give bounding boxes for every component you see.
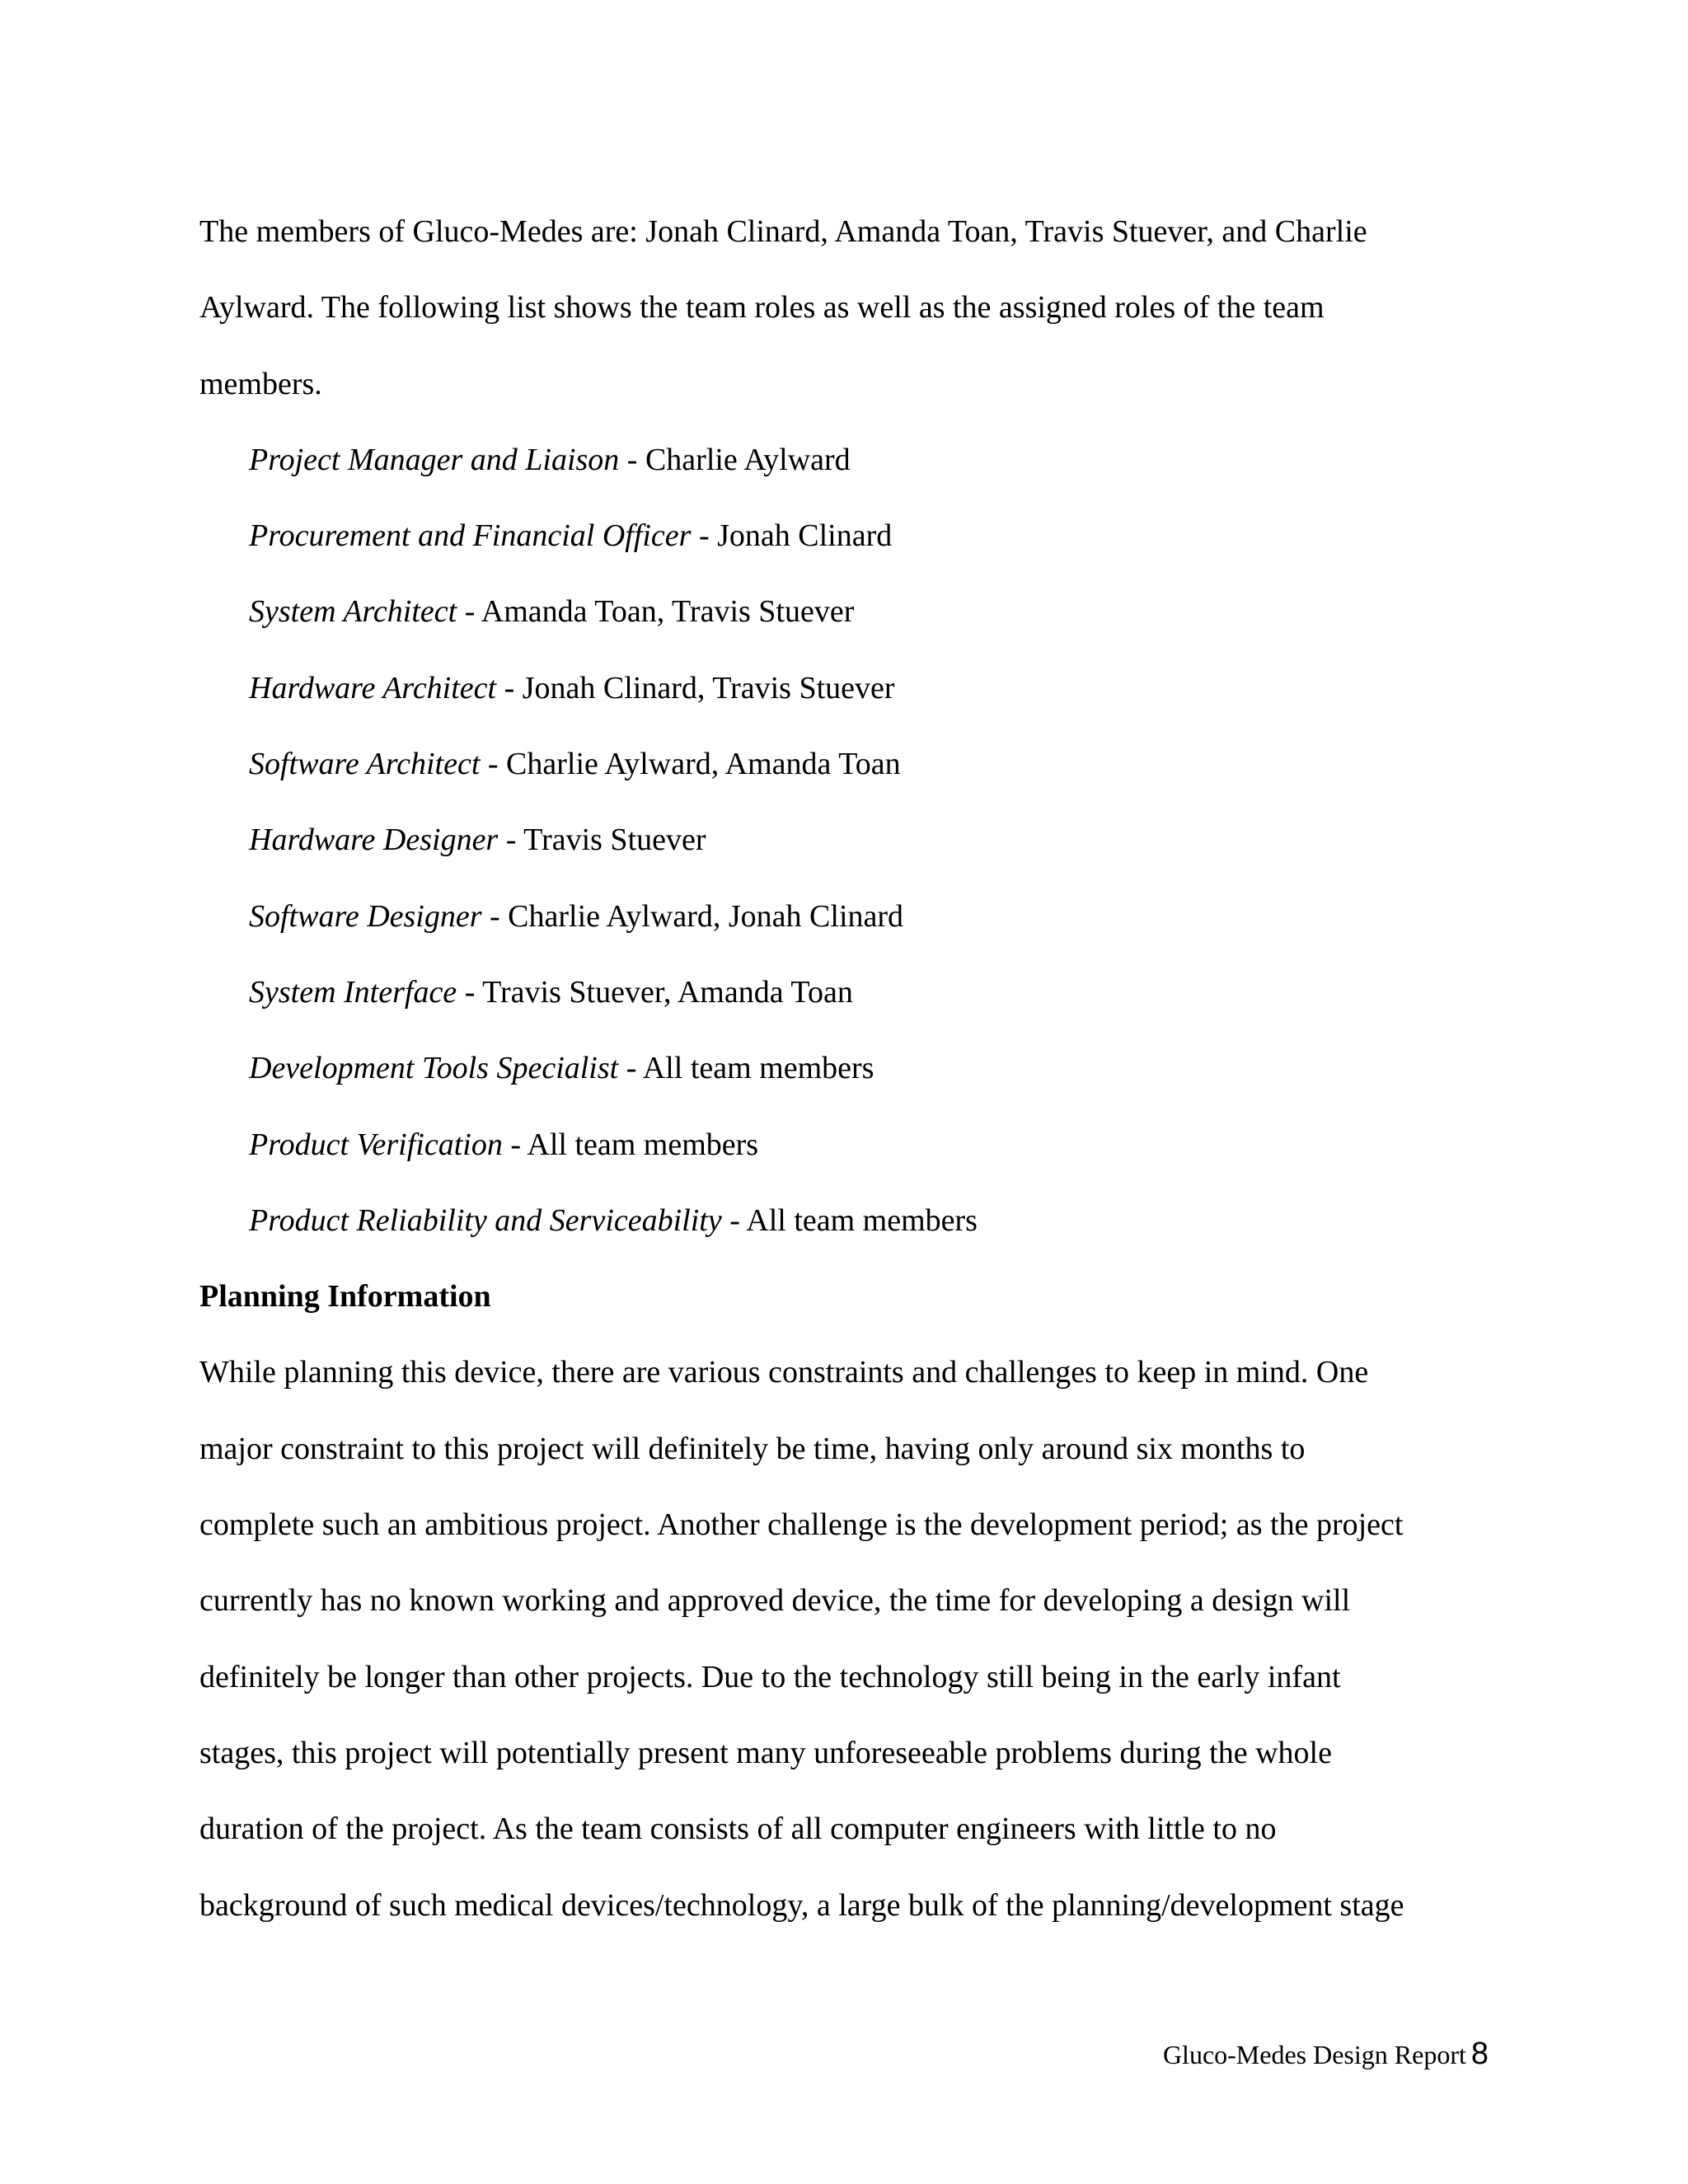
intro-line: The members of Gluco-Medes are: Jonah Clinard, Amanda Toan, Travis Stuever, and Charlie (199, 214, 1367, 249)
role-members: - All team members (618, 1051, 874, 1086)
intro-paragraph (199, 194, 1518, 422)
planning-line: duration of the project. As the team consists of all computer engineers with little to no (199, 1811, 1277, 1847)
intro-line: Aylward. The following list shows the team roles as well as the assigned roles of the team (199, 290, 1325, 326)
page-number: 8 (1470, 2036, 1489, 2071)
role-item (199, 498, 1518, 574)
role-name: Software Architect (249, 747, 481, 782)
role-members: - All team members (502, 1127, 759, 1162)
role-item (199, 650, 1518, 726)
role-members: - Jonah Clinard (691, 518, 893, 554)
role-members: - Jonah Clinard, Travis Stuever (496, 670, 895, 705)
role-members: - Amanda Toan, Travis Stuever (457, 594, 855, 630)
role-item (199, 726, 1518, 802)
role-item (199, 1183, 1518, 1258)
role-item (199, 802, 1518, 878)
role-item (199, 422, 1518, 498)
footer-title: Gluco-Medes Design Report (1162, 2040, 1466, 2069)
planning-paragraph (199, 1334, 1518, 1943)
body-text (199, 194, 1518, 1943)
planning-line: stages, this project will potentially present many unforeseeable problems during the whole (199, 1735, 1332, 1770)
role-members: - All team members (721, 1202, 978, 1238)
role-item (199, 574, 1518, 649)
intro-line: members. (199, 366, 322, 401)
role-name: Procurement and Financial Officer (249, 518, 692, 554)
planning-line: definitely be longer than other projects. Due to the technology still being in the early infant (199, 1659, 1341, 1694)
page-footer (1163, 2037, 1489, 2071)
team-roles-list (199, 422, 1518, 1258)
planning-line: While planning this device, there are various constraints and challenges to keep in mind. One (199, 1355, 1369, 1390)
planning-line: currently has no known working and approved device, the time for developing a design will (199, 1583, 1351, 1619)
role-members: - Charlie Aylward (619, 442, 851, 477)
role-item (199, 1030, 1518, 1106)
role-name: Product Reliability and Serviceability (249, 1202, 722, 1238)
role-name: Project Manager and Liaison (249, 442, 620, 477)
role-members: - Charlie Aylward, Jonah Clinard (481, 898, 904, 934)
planning-line: background of such medical devices/technology, a large bulk of the planning/development stage (199, 1887, 1404, 1923)
role-members: - Charlie Aylward, Amanda Toan (480, 747, 901, 782)
role-name: Hardware Designer (249, 823, 499, 858)
role-item (199, 1107, 1518, 1183)
planning-line: complete such an ambitious project. Another challenge is the development period; as the project (199, 1507, 1404, 1543)
role-members: - Travis Stuever, Amanda Toan (457, 974, 853, 1010)
planning-line: major constraint to this project will definitely be time, having only around six months to (199, 1431, 1306, 1466)
role-name: Software Designer (249, 898, 482, 934)
role-item (199, 879, 1518, 954)
role-name: Product Verification (249, 1127, 503, 1162)
role-name: Development Tools Specialist (249, 1051, 619, 1086)
role-name: Hardware Architect (249, 670, 497, 705)
section-heading: Planning Information (199, 1279, 491, 1315)
role-name: System Architect (249, 594, 457, 630)
role-item (199, 954, 1518, 1030)
role-name: System Interface (249, 974, 457, 1010)
role-members: - Travis Stuever (498, 823, 706, 858)
